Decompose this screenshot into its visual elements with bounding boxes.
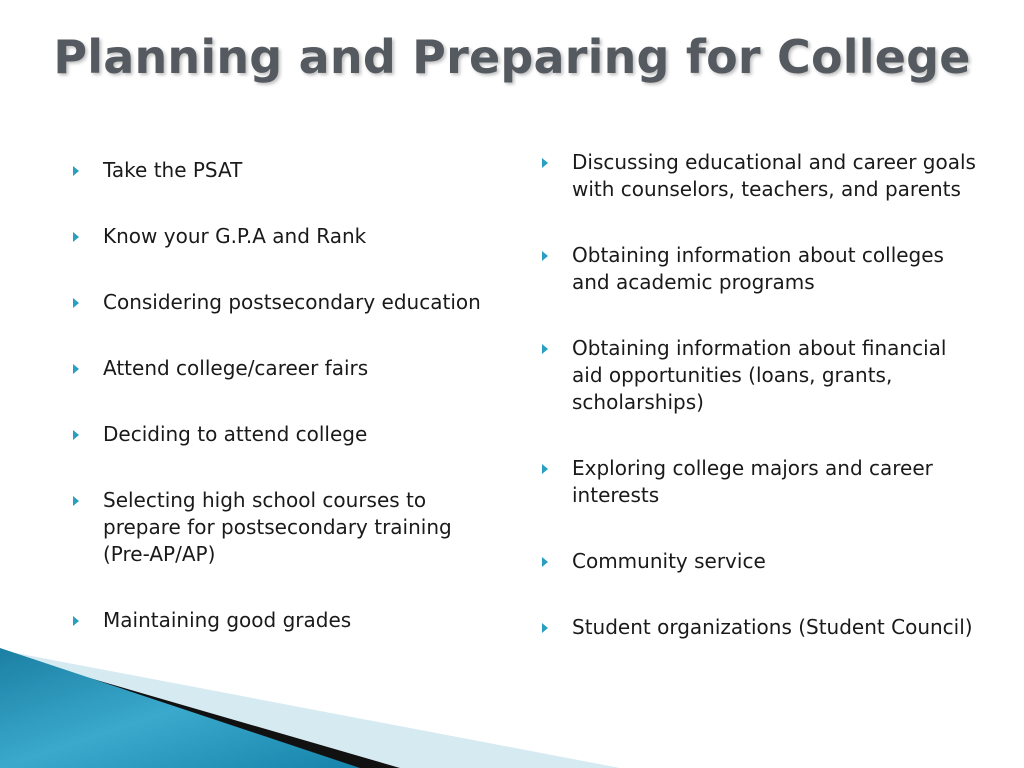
list-item: [73, 355, 493, 382]
triangle-right-icon: [542, 158, 548, 168]
triangle-right-icon: [542, 251, 548, 261]
list-item-text: Discussing educational and career goals with counselors, teachers, and parents: [572, 150, 976, 201]
list-item: [542, 149, 982, 203]
list-item-text: Obtaining information about colleges and academic programs: [572, 243, 944, 294]
triangle-right-icon: [73, 364, 79, 374]
list-item: [542, 548, 982, 575]
triangle-right-icon: [542, 623, 548, 633]
list-item: [542, 335, 982, 416]
triangle-right-icon: [73, 496, 79, 506]
triangle-right-icon: [542, 344, 548, 354]
list-item-text: Maintaining good grades: [103, 608, 352, 632]
list-item: [542, 614, 982, 641]
list-item: [542, 242, 982, 296]
list-item-text: Exploring college majors and career interests: [572, 456, 933, 507]
list-item-text: Considering postsecondary education: [103, 290, 481, 314]
list-item: [73, 289, 493, 316]
triangle-right-icon: [73, 166, 79, 176]
list-item-text: Attend college/career fairs: [103, 356, 369, 380]
list-item-text: Selecting high school courses to prepare for postsecondary training (Pre-AP/AP): [103, 488, 452, 566]
list-item-text: Know your G.P.A and Rank: [103, 224, 367, 248]
triangle-right-icon: [542, 464, 548, 474]
list-item: [73, 157, 493, 184]
list-item: [73, 421, 493, 448]
teal-swoosh: [0, 648, 360, 768]
list-item-text: Deciding to attend college: [103, 422, 368, 446]
slide-title: Planning and Preparing for College: [53, 30, 971, 84]
triangle-right-icon: [542, 557, 548, 567]
triangle-right-icon: [73, 232, 79, 242]
left-bullet-list: [73, 157, 493, 673]
list-item-text: Take the PSAT: [103, 158, 243, 182]
list-item: [542, 455, 982, 509]
triangle-right-icon: [73, 298, 79, 308]
right-bullet-list: [542, 149, 982, 680]
list-item-text: Obtaining information about financial aid opportunities (loans, grants, scholarships): [572, 336, 947, 414]
list-item-text: Community service: [572, 549, 766, 573]
list-item: [73, 487, 493, 568]
list-item: [73, 223, 493, 250]
corner-swoosh-decoration: [0, 640, 1024, 768]
triangle-right-icon: [73, 616, 79, 626]
list-item: [73, 607, 493, 634]
triangle-right-icon: [73, 430, 79, 440]
list-item-text: Student organizations (Student Council): [572, 615, 973, 639]
